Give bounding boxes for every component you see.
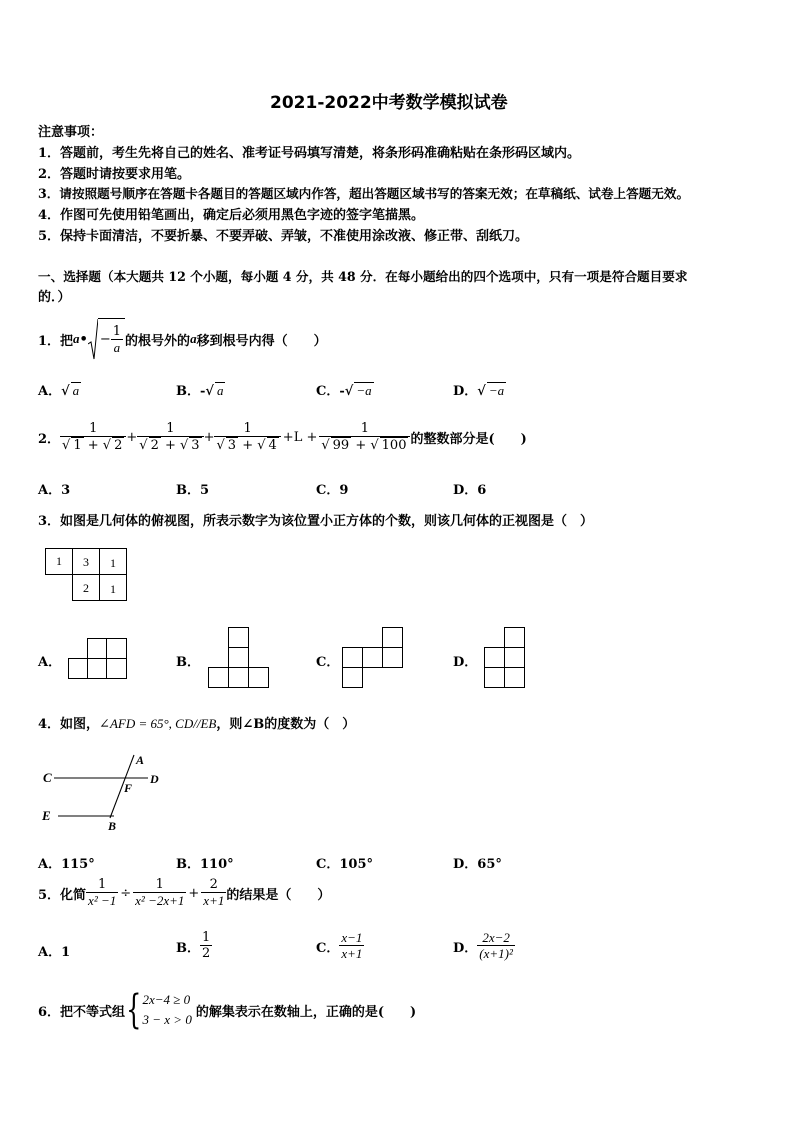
question-2: 2． $\frac{1}{√ 1 + √ 2}$ + $\frac{1}{√ 2 + √ 3}$ + $\frac{1}{√ 3 + √ 4}$ +L + $\frac{1}{√ 99 + √ 100}$ 的整数部分是( ) bbox=[38, 421, 527, 453]
q5-option-c: C． $\frac{x-1}{x+1}$ bbox=[316, 930, 363, 961]
q4-label-a: A bbox=[136, 753, 145, 767]
section-heading: 一、选择题（本大题共 12 个小题，每小题 4 分，共 48 分．在每小题给出的四个选项中，只有一项是符合题目要求 bbox=[38, 269, 688, 284]
q2-ellipsis: +L + bbox=[282, 430, 318, 445]
q2-term-3: $\frac{1}{√ 3 + √ 4}$ bbox=[214, 421, 280, 454]
q1-frac-den: a bbox=[113, 339, 121, 355]
q4-label-b: B bbox=[108, 819, 117, 833]
q6-ineq-1: 2x−4 ≥ 0 bbox=[142, 992, 191, 1007]
q1-text-b: 移到根号内得（ ） bbox=[196, 333, 327, 349]
brace-icon: { bbox=[126, 987, 142, 1033]
grid-cell-r1c1: 1 bbox=[56, 554, 62, 568]
q4-label-d: D bbox=[150, 772, 159, 786]
grid-cell-r2c2: 2 bbox=[83, 581, 89, 595]
q4-label-c: C bbox=[43, 770, 52, 785]
q3-option-c-figure bbox=[342, 627, 404, 689]
q3-option-a-figure bbox=[68, 638, 128, 680]
question-6 bbox=[38, 987, 417, 1033]
q4-option-c: C．105° bbox=[316, 857, 373, 872]
q2-option-a: A．3 bbox=[38, 483, 71, 498]
grid-cell-r1c2: 3 bbox=[83, 555, 89, 569]
q4-condition: ∠AFD = 65°, CD//EB bbox=[99, 716, 217, 731]
q4-label-f: F bbox=[124, 781, 133, 795]
q4-option-d: D．65° bbox=[453, 857, 502, 872]
q3-option-a-label: A． bbox=[38, 655, 62, 670]
q5-option-b: B． $\frac{1}{2}$ bbox=[176, 930, 211, 961]
notice-item-3: 3．请按照题号顺序在答题卡各题目的答题区域内作答，超出答题区域书写的答案无效；在草稿纸、试卷上答题无效。 bbox=[38, 186, 690, 201]
q5-term-3: $\frac{2}{x+1}$ bbox=[203, 877, 225, 908]
q3-option-b-label: B． bbox=[176, 655, 200, 670]
top-view-grid bbox=[45, 548, 127, 602]
q4-number: 4．如图， bbox=[38, 717, 100, 732]
section-heading-cont: 的．） bbox=[38, 290, 71, 305]
q4-option-b: B．110° bbox=[176, 857, 234, 872]
question-3: 3．如图是几何体的俯视图，所表示数字为该位置小正方体的个数，则该几何体的正视图是（ ） bbox=[38, 514, 594, 529]
q1-dot: • bbox=[79, 331, 88, 347]
q1-radical bbox=[88, 318, 125, 360]
q2-term-2: $\frac{1}{√ 2 + √ 3}$ bbox=[137, 421, 203, 454]
page-title: 2021-2022中考数学模拟试卷 bbox=[270, 93, 508, 113]
notice-heading: 注意事项： bbox=[38, 125, 104, 140]
q5-term-2: $\frac{1}{\text{x² −2x+1}}$ bbox=[135, 877, 185, 908]
q2-term-last: $\frac{1}{√ 99 + √ 100}$ bbox=[319, 421, 410, 454]
q4-figure bbox=[38, 750, 168, 836]
q5-number: 5．化简 bbox=[38, 887, 87, 903]
q3-option-d-label: D． bbox=[453, 655, 478, 670]
q2-term-1: $\frac{1}{√ 1 + √ 2}$ bbox=[60, 421, 126, 454]
notice-item-5: 5．保持卡面清洁，不要折暴、不要弄破、弄皱，不准使用涂改液、修正带、刮纸刀。 bbox=[38, 229, 529, 244]
q3-option-d-figure bbox=[484, 627, 526, 689]
q6-text: 的解集表示在数轴上，正确的是( ) bbox=[195, 1004, 417, 1020]
q1-var-a2: a bbox=[190, 331, 197, 346]
question-5: 5．化简 $\frac{1}{\text{x² −1}}$ ÷ $\frac{1}{\text{x² −2x+1}}$ + $\frac{2}{x+1}$ 的结果是（ ） bbox=[38, 877, 331, 908]
q2-option-c: C．9 bbox=[316, 483, 349, 498]
q3-option-b-figure bbox=[208, 627, 270, 689]
q1-var-a: a bbox=[73, 331, 80, 346]
q1-option-d: D．√ −a bbox=[453, 383, 505, 399]
question-1 bbox=[38, 318, 327, 360]
grid-cell-r2c3: 1 bbox=[110, 582, 116, 596]
q2-option-d: D．6 bbox=[453, 483, 487, 498]
notice-item-4: 4．作图可先使用铅笔画出，确定后必须用黑色字迹的签字笔描黑。 bbox=[38, 208, 425, 223]
q4-text: ，则∠B的度数为（ ） bbox=[216, 717, 356, 732]
notice-item-2: 2．答题时请按要求用笔。 bbox=[38, 167, 191, 182]
q5-text: 的结果是（ ） bbox=[226, 887, 331, 903]
q2-option-b: B．5 bbox=[176, 483, 210, 498]
q1-text-a: 的根号外的 bbox=[125, 333, 191, 349]
grid-cell-r1c3: 1 bbox=[110, 556, 116, 570]
q1-frac-num: 1 bbox=[112, 323, 122, 339]
notice-item-1: 1．答题前，考生先将自己的姓名、准考证号码填写清楚，将条形码准确粘贴在条形码区域内。 bbox=[38, 146, 581, 161]
q5-option-a: A．1 bbox=[38, 945, 71, 960]
q1-option-a: A．√ a bbox=[38, 383, 80, 399]
q3-option-c-label: C． bbox=[316, 655, 340, 670]
q1-minus: − bbox=[99, 332, 111, 347]
question-4 bbox=[38, 713, 355, 732]
q6-inequality-system bbox=[143, 990, 192, 1030]
radical-sign-icon bbox=[88, 318, 98, 360]
q4-option-a: A．115° bbox=[38, 857, 95, 872]
q6-ineq-2: 3 − x > 0 bbox=[142, 1012, 192, 1027]
q4-label-e: E bbox=[42, 808, 51, 823]
q2-number: 2． bbox=[38, 432, 61, 447]
q1-number: 1．把 bbox=[38, 333, 74, 349]
q1-option-c: C．-√ −a bbox=[316, 383, 372, 399]
q1-option-b: B．-√ a bbox=[176, 383, 224, 399]
q6-number: 6．把不等式组 bbox=[38, 1004, 126, 1020]
q5-option-d: D． $\frac{2x-2}{\text{(x+1)²}}$ bbox=[453, 930, 513, 961]
q2-text: 的整数部分是( ) bbox=[410, 432, 527, 447]
q5-term-1: $\frac{1}{\text{x² −1}}$ bbox=[88, 877, 117, 908]
